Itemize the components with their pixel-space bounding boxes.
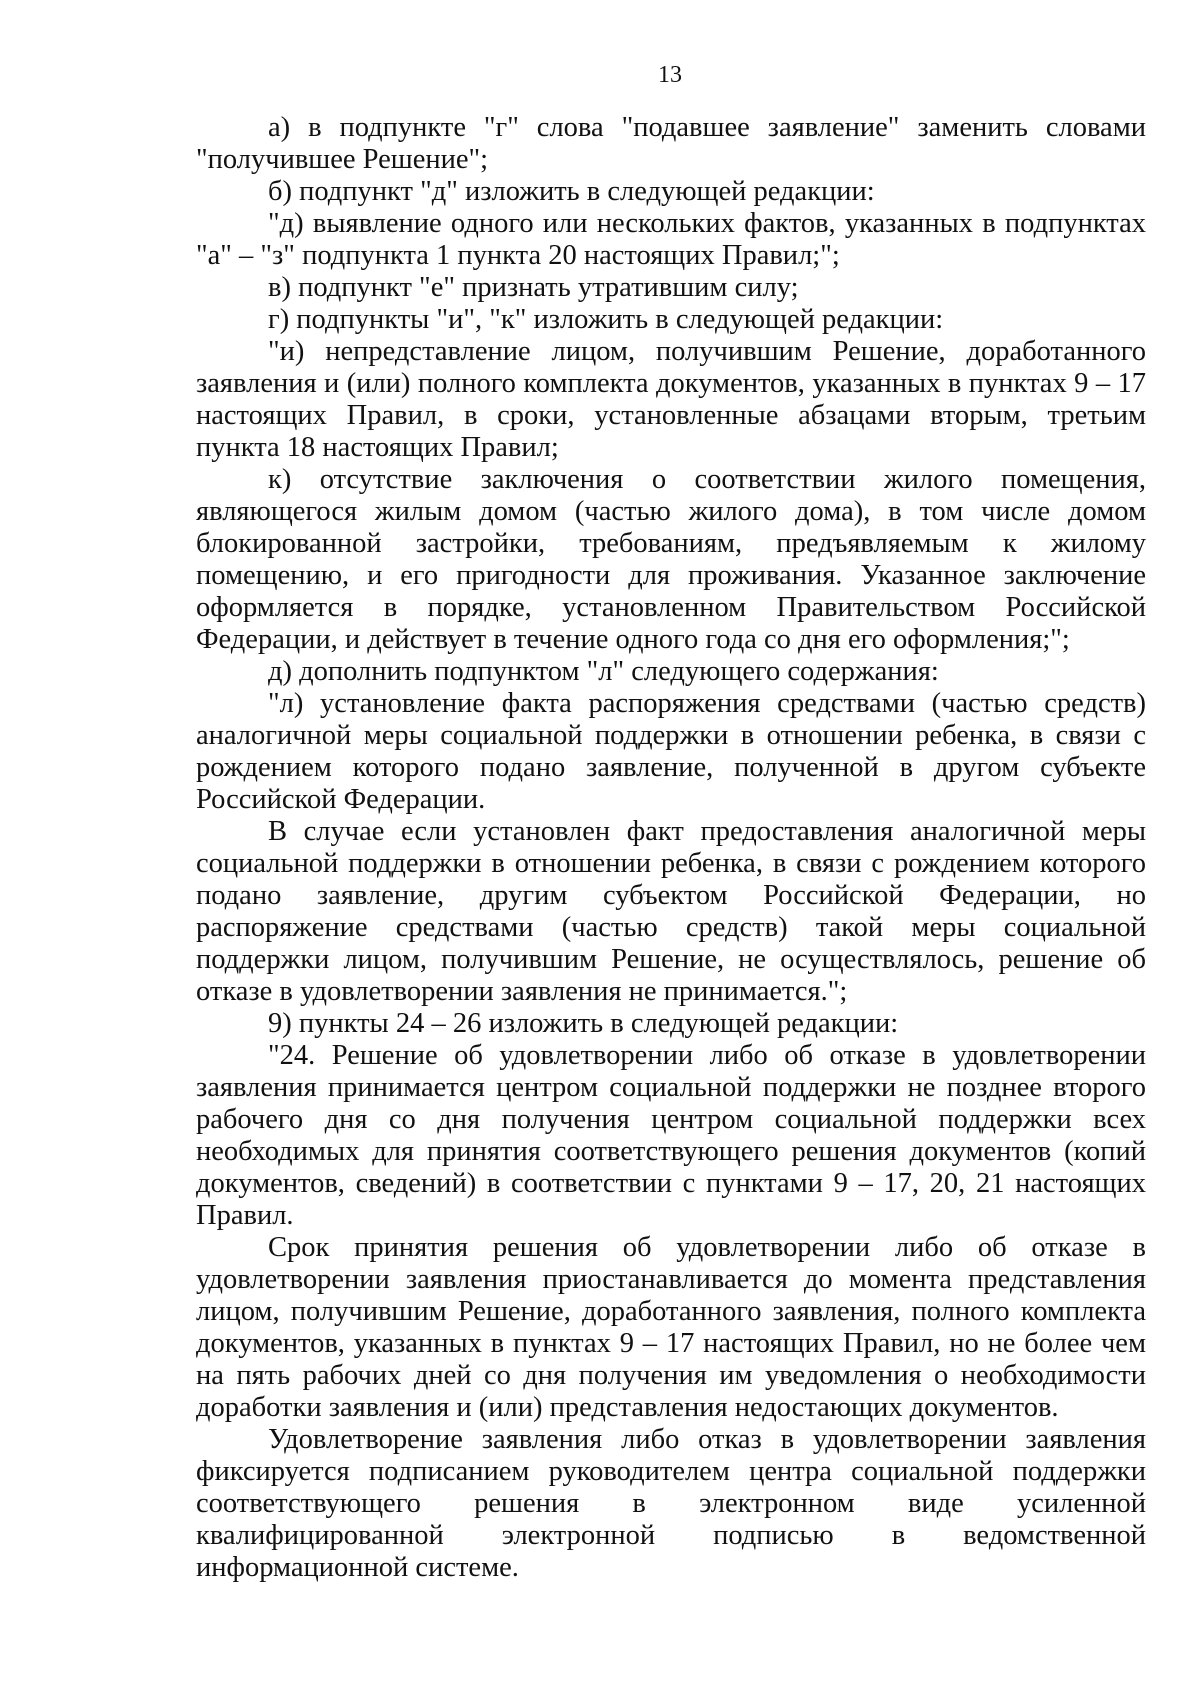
document-body [196,112,1146,1584]
paragraph-amend-g: г) подпункты "и", "к" изложить в следующей редакции: [268,304,944,335]
paragraph-subpoint-i: "и) непредставление лицом, получившим Решение, доработанного заявления и (или) полного комплекта документов, указанных в пунктах 9 – 17 настоящих Правил, в сроки, установленные абзацами вторым, третьим пункта 18 настоящих Правил; [196,336,1146,463]
paragraph-subpoint-k: к) отсутствие заключения о соответствии жилого помещения, являющегося жилым домом (частью жилого дома), в том числе домом блокированной застройки, требованиям, предъявляемым к жилому помещению, и его пригодности для проживания. Указанное заключение оформляется в порядке, установленном Правительством Российской Федерации, и действует в течение одного года со дня его оформления;"; [196,464,1146,655]
paragraph-amend-d: д) дополнить подпунктом "л" следующего содержания: [268,656,939,687]
page-number: 13 [658,62,682,88]
paragraph-decision-fixation: Удовлетворение заявления либо отказ в удовлетворении заявления фиксируется подписанием руководителем центра социальной поддержки соответствующего решения в электронном виде усиленной квалифицированной электронной подписью в ведомственной информационной системе. [196,1424,1146,1583]
paragraph-amend-v: в) подпункт "е" признать утратившим силу; [268,272,799,303]
paragraph-item-9: 9) пункты 24 – 26 изложить в следующей редакции: [268,1008,899,1039]
paragraph-subpoint-d: "д) выявление одного или нескольких фактов, указанных в подпунктах "а" – "з" подпункта 1 пункта 20 настоящих Правил;"; [196,208,1146,271]
paragraph-point-24: "24. Решение об удовлетворении либо об отказе в удовлетворении заявления принимается центром социальной поддержки не позднее второго рабочего дня со дня получения центром социальной поддержки всех необходимых для принятия соответствующего решения документов (копий документов, сведений) в соответствии с пунктами 9 – 17, 20, 21 настоящих Правил. [196,1040,1146,1231]
paragraph-case-established: В случае если установлен факт предоставления аналогичной меры социальной поддержки в отношении ребенка, в связи с рождением которого подано заявление, другим субъектом Российской Федерации, но распоряжение средствами (частью средств) такой меры социальной поддержки лицом, получившим Решение, не осуществлялось, решение об отказе в удовлетворении заявления не принимается."; [196,816,1146,1007]
paragraph-decision-term: Срок принятия решения об удовлетворении либо об отказе в удовлетворении заявления приостанавливается до момента представления лицом, получившим Решение, доработанного заявления, полного комплекта документов, указанных в пунктах 9 – 17 настоящих Правил, но не более чем на пять рабочих дней со дня получения им уведомления о необходимости доработки заявления и (или) представления недостающих документов. [196,1232,1146,1423]
paragraph-subpoint-l: "л) установление факта распоряжения средствами (частью средств) аналогичной меры социальной поддержки в отношении ребенка, в связи с рождением которого подано заявление, полученной в другом субъекте Российской Федерации. [196,688,1146,815]
paragraph-amend-b: б) подпункт "д" изложить в следующей редакции: [268,176,875,207]
paragraph-amend-a: а) в подпункте "г" слова "подавшее заявление" заменить словами "получившее Решение"; [196,112,1146,175]
